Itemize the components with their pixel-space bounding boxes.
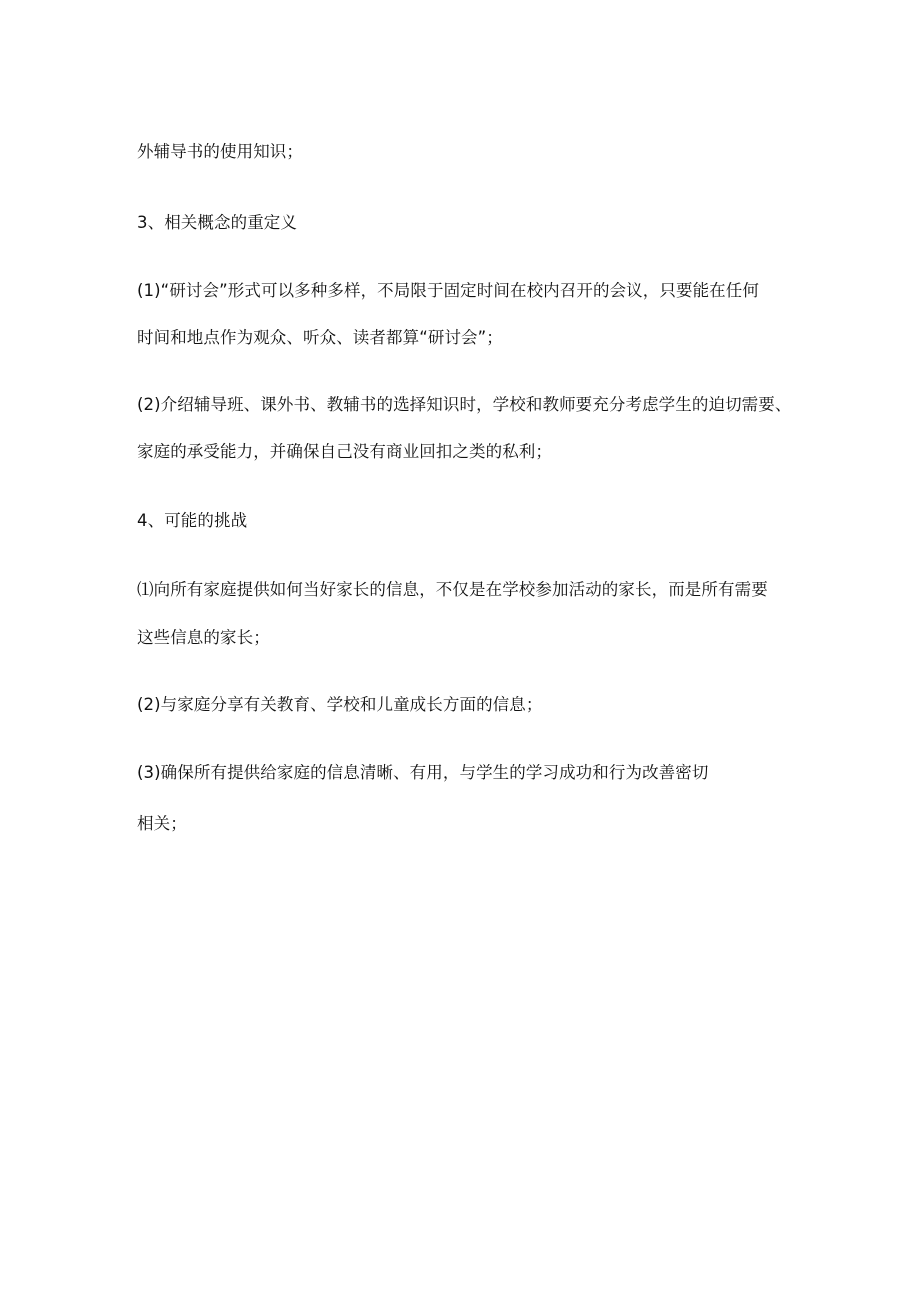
list-item-2-line-1: (2)介绍辅导班、课外书、教辅书的选择知识时，学校和教师要充分考虑学生的迫切需要、 (137, 395, 792, 414)
list-item-1-line-2: 时间和地点作为观众、听众、读者都算“研讨会”； (137, 328, 503, 347)
challenge-item-3-line-1: (3)确保所有提供给家庭的信息清晰、有用，与学生的学习成功和行为改善密切 (137, 763, 709, 782)
challenge-item-1-line-1: ⑴向所有家庭提供如何当好家长的信息，不仅是在学校参加活动的家长，而是所有需要 (137, 580, 768, 599)
challenge-item-1-line-2: 这些信息的家长； (137, 628, 270, 647)
section-heading-redefinition: 3、相关概念的重定义 (137, 213, 297, 232)
section-heading-challenges: 4、可能的挑战 (137, 511, 248, 530)
challenge-item-2: (2)与家庭分享有关教育、学校和儿童成长方面的信息； (137, 695, 543, 714)
list-item-2-line-2: 家庭的承受能力，并确保自己没有商业回扣之类的私利； (137, 442, 552, 461)
paragraph-continuation-line: 外辅导书的使用知识； (137, 142, 303, 161)
list-item-1-line-1: (1)“研讨会”形式可以多种多样，不局限于固定时间在校内召开的会议，只要能在任何 (137, 281, 759, 300)
challenge-item-3-line-2: 相关； (137, 814, 187, 833)
